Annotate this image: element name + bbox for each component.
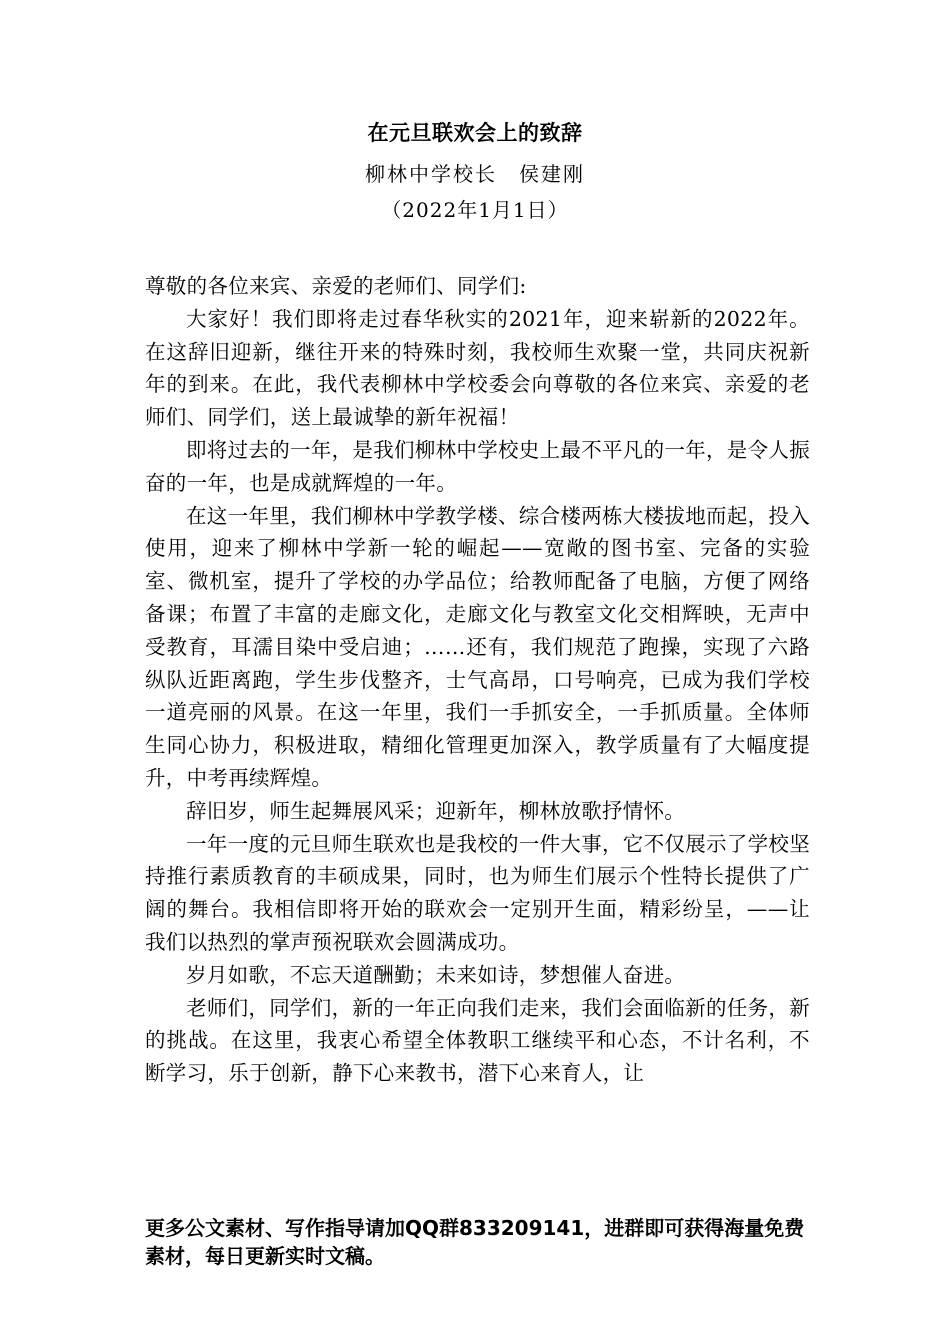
document-author: 柳林中学校长 侯建刚 (365, 162, 585, 186)
paragraph-4: 辞旧岁，师生起舞展风采；迎新年，柳林放歌抒情怀。 (186, 798, 686, 823)
paragraph-7: 老师们，同学们，新的一年正向我们走来，我们会面临新的任务，新的挑战。在这里，我衷心希望全体教职工继续平和心态，不计名利，不断学习，乐于创新，静下心来教书，潜下心来育人，让 (145, 995, 810, 1086)
paragraph-5: 一年一度的元旦师生联欢也是我校的一件大事，它不仅展示了学校坚持推行素质教育的丰硕成果，同时，也为师生们展示个性特长提供了广阔的舞台。我相信即将开始的联欢会一定别开生面，精彩纷呈，——让我们以热烈的掌声预祝联欢会圆满成功。 (145, 831, 810, 954)
paragraph-3: 在这一年里，我们柳林中学教学楼、综合楼两栋大楼拔地而起，投入使用，迎来了柳林中学新一轮的崛起——宽敞的图书室、完备的实验室、微机室，提升了学校的办学品位；给教师配备了电脑，方便了网络备课；布置了丰富的走廊文化，走廊文化与教室文化交相辉映，无声中受教育，耳濡目染中受启迪；……还有，我们规范了跑操，实现了六路纵队近距离跑，学生步伐整齐，士气高昂，口号响亮，已成为我们学校一道亮丽的风景。在这一年里，我们一手抓安全，一手抓质量。全体师生同心协力，积极进取，精细化管理更加深入，教学质量有了大幅度提升，中考再续辉煌。 (145, 503, 810, 790)
document-body (145, 270, 810, 1090)
document-date: （2022年1月1日） (381, 198, 569, 222)
document-title: 在元旦联欢会上的致辞 (367, 120, 583, 145)
footer-promo: 更多公文素材、写作指导请加QQ群833209141，进群即可获得海量免费素材，每日更新实时文稿。 (145, 1216, 805, 1268)
paragraph-2: 即将过去的一年，是我们柳林中学校史上最不平凡的一年，是令人振奋的一年，也是成就辉煌的一年。 (145, 437, 810, 495)
paragraph-6: 岁月如歌，不忘天道酬勤；未来如诗，梦想催人奋进。 (186, 962, 686, 987)
greeting-line: 尊敬的各位来宾、亲爱的老师们、同学们: (145, 274, 527, 298)
paragraph-1: 大家好！我们即将走过春华秋实的2021年，迎来崭新的2022年。在这辞旧迎新，继往开来的特殊时刻，我校师生欢聚一堂，共同庆祝新年的到来。在此，我代表柳林中学校委会向尊敬的各位来宾、亲爱的老师们、同学们，送上最诚挚的新年祝福！ (145, 306, 810, 430)
